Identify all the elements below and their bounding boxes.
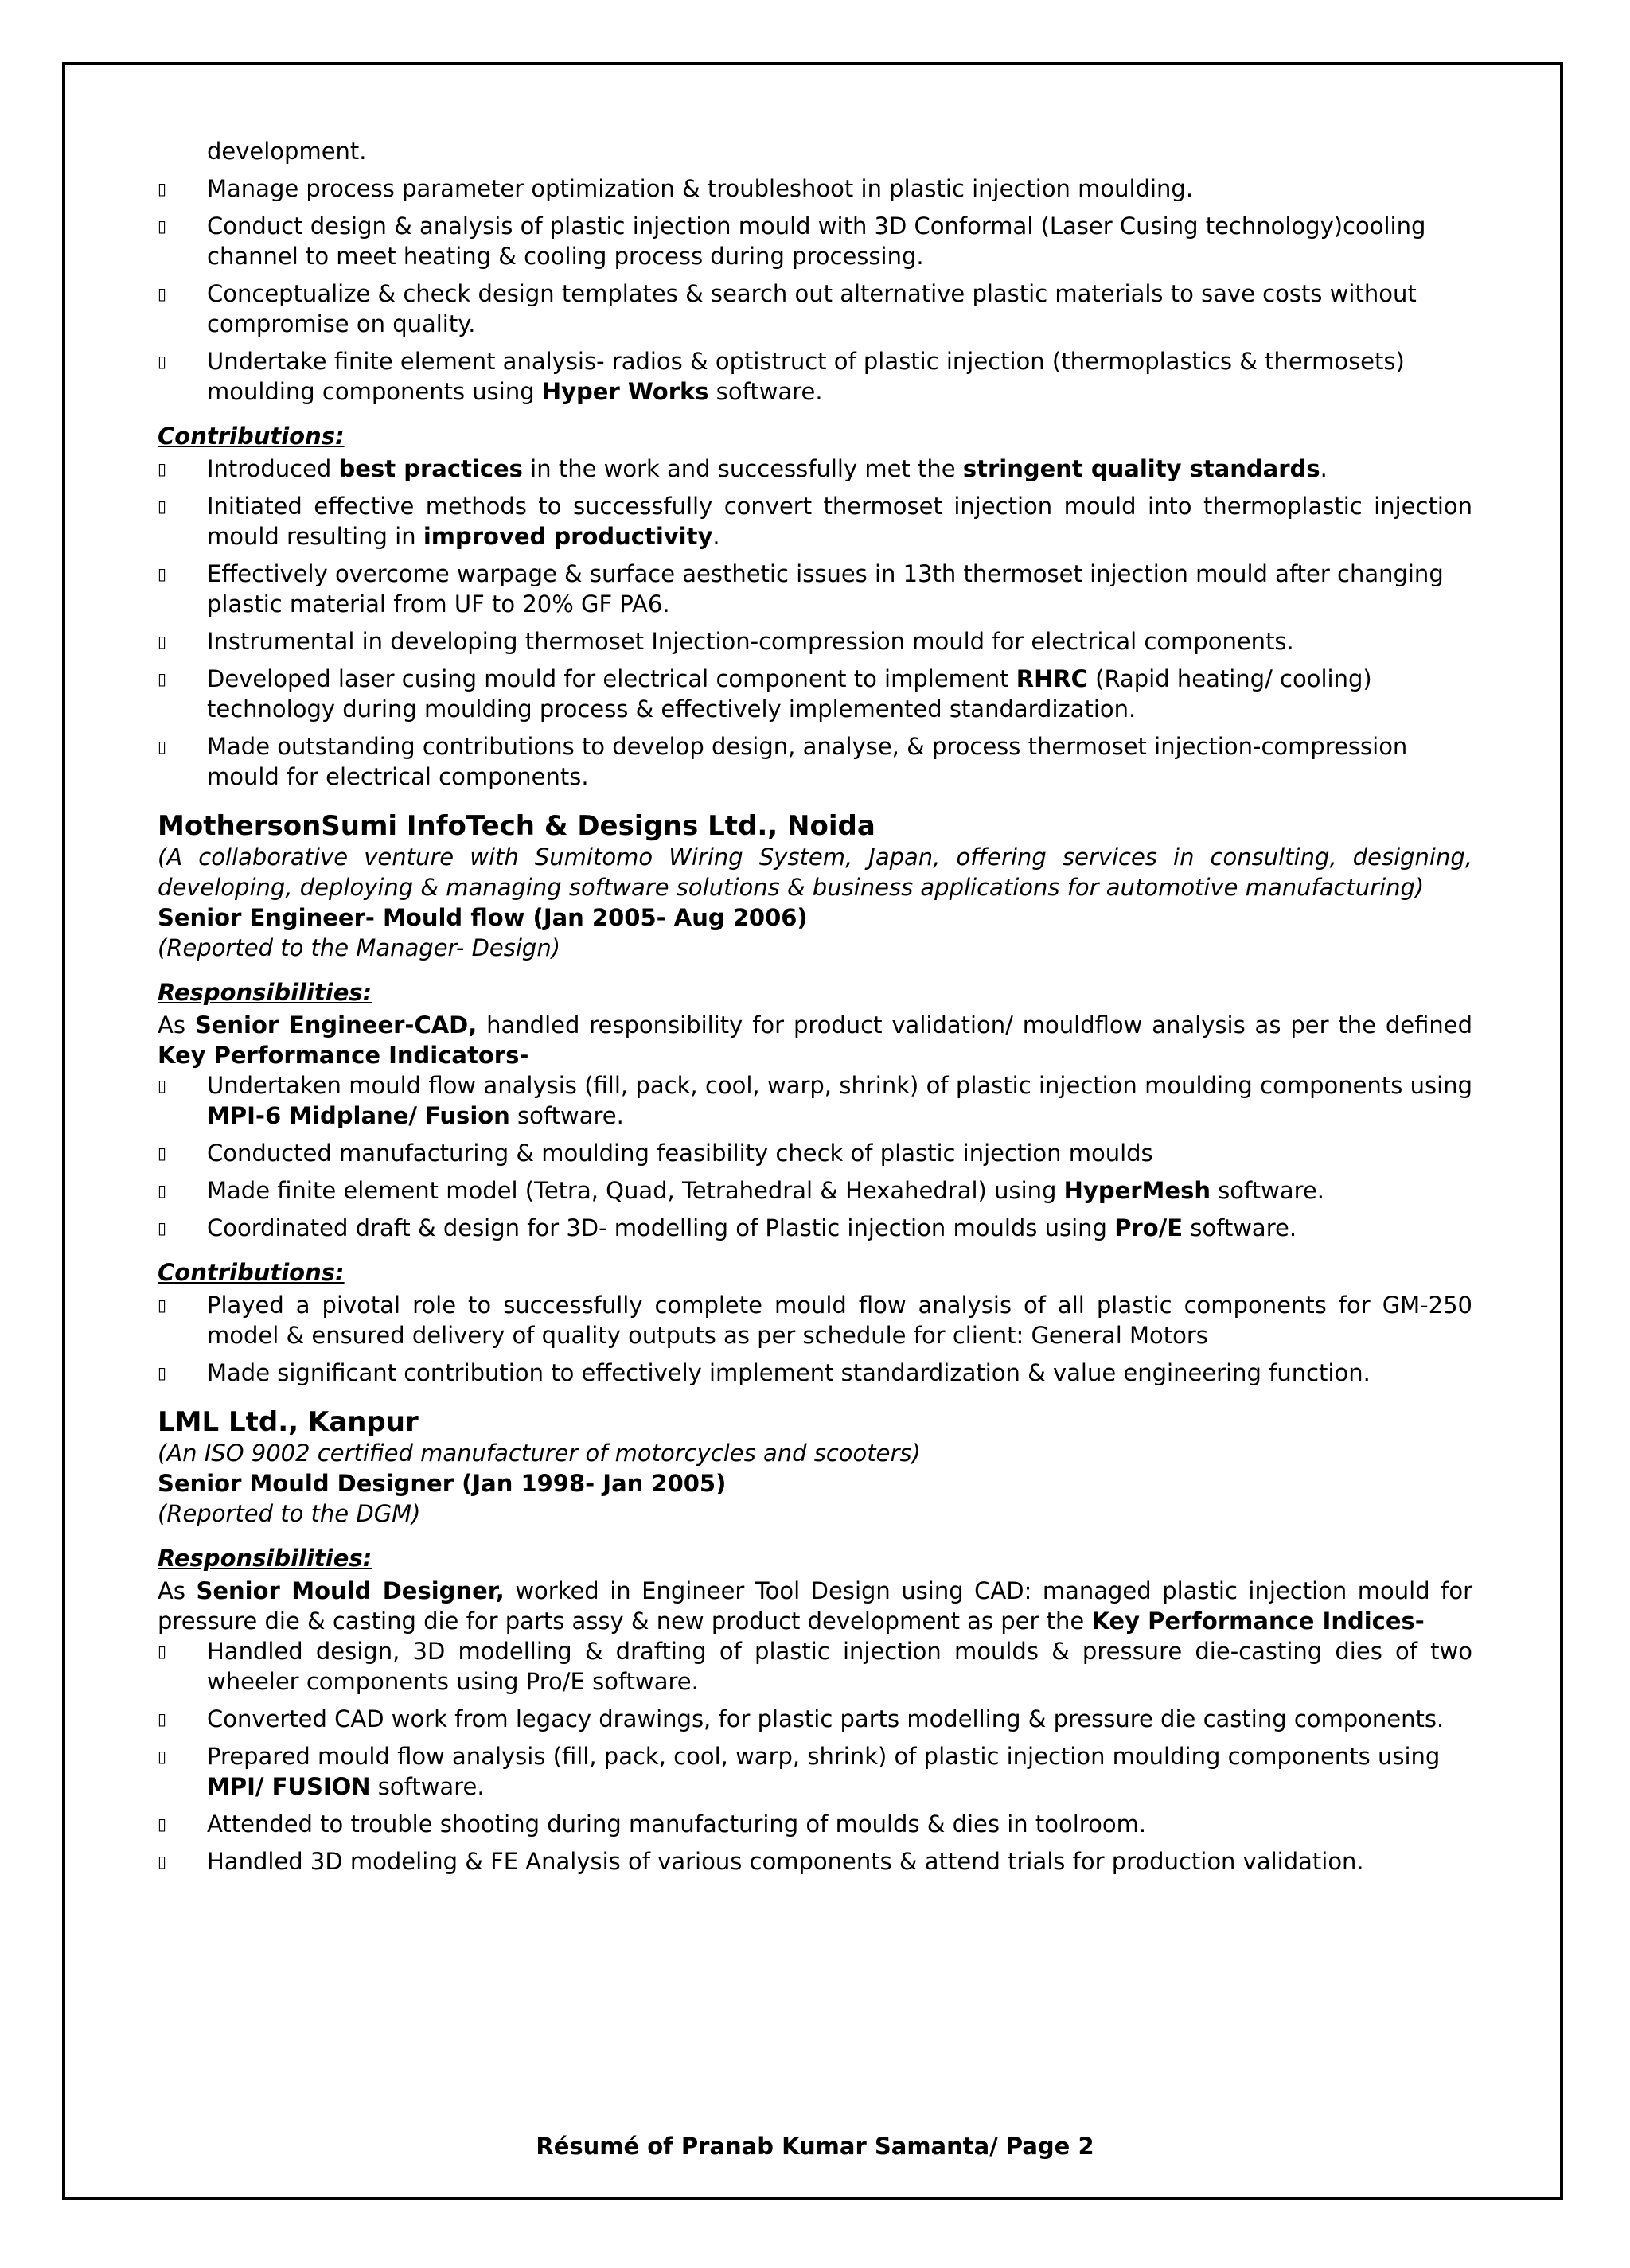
list-item: ▯ Made finite element model (Tetra, Quad, Tetrahedral & Hexahedral) using HyperMesh software. (158, 1175, 1472, 1206)
company-description: (An ISO 9002 certified manufacturer of motorcycles and scooters) (158, 1440, 921, 1467)
list-item: ▯ Introduced best practices in the work and successfully met the stringent quality standards. (158, 454, 1472, 484)
list-item: ▯ Undertake finite element analysis- radios & optistruct of plastic injection (thermoplastics & thermosets) moulding components using Hyper Works software. (158, 346, 1472, 407)
list-item: ▯ Coordinated draft & design for 3D- modelling of Plastic injection moulds using Pro/E software. (158, 1213, 1472, 1243)
list-item: ▯ Made outstanding contributions to develop design, analyse, & process thermoset injection-compression mould for electrical components. (158, 731, 1472, 792)
contributions-list (158, 454, 1472, 792)
list-item: ▯ Undertaken mould flow analysis (fill, pack, cool, warp, shrink) of plastic injection moulding components using MPI-6 Midplane/ Fusion software. (158, 1070, 1472, 1131)
list-item: ▯ Played a pivotal role to successfully complete mould flow analysis of all plastic components for GM-250 model & ensured delivery of quality outputs as per schedule for client: General Motors (158, 1290, 1472, 1350)
list-item: ▯ Conduct design & analysis of plastic injection mould with 3D Conformal (Laser Cusing technology)cooling channel to meet heating & cooling process during processing. (158, 211, 1472, 271)
reporting-line: (Reported to the DGM) (158, 1500, 421, 1527)
list-item: ▯ Developed laser cusing mould for electrical component to implement RHRC (Rapid heating/ cooling) technology during moulding process & effectively implemented standardization. (158, 664, 1472, 724)
list-item: ▯ Manage process parameter optimization & troubleshoot in plastic injection moulding. (158, 173, 1472, 204)
responsibilities-list-continued (158, 136, 1472, 407)
company-name-lml: LML Ltd., Kanpur (158, 1406, 419, 1438)
contributions-heading: Contributions: (158, 423, 345, 450)
list-item: ▯ Attended to trouble shooting during manufacturing of moulds & dies in toolroom. (158, 1809, 1472, 1839)
list-item: ▯ Conducted manufacturing & moulding feasibility check of plastic injection moulds (158, 1138, 1472, 1168)
responsibilities-intro: As Senior Mould Designer, worked in Engineer Tool Design using CAD: managed plastic injection mould for pressure die & casting die for parts assy & new product development as per the Key Performance Indices- (158, 1577, 1472, 1635)
list-item: ▯ Converted CAD work from legacy drawings, for plastic parts modelling & pressure die casting components. (158, 1704, 1472, 1734)
responsibilities-heading: Responsibilities: (158, 1545, 372, 1572)
company-name-mothersonsumi: MothersonSumi InfoTech & Designs Ltd., Noida (158, 810, 875, 842)
list-item: ▯ Conceptualize & check design templates & search out alternative plastic materials to save costs without compromise on quality. (158, 279, 1472, 339)
job-title: Senior Mould Designer (Jan 1998- Jan 2005) (158, 1470, 727, 1497)
company-description: (A collaborative venture with Sumitomo Wiring System, Japan, offering services in consulting, designing, developing, deploying & managing software solutions & business applications for automotive manufacturing) (158, 844, 1472, 901)
contributions-list (158, 1290, 1472, 1388)
list-item: ▯ Handled 3D modeling & FE Analysis of various components & attend trials for production validation. (158, 1846, 1472, 1876)
page-footer: Résumé of Pranab Kumar Samanta/ Page 2 (536, 2133, 1094, 2160)
list-item: ▯ Instrumental in developing thermoset Injection-compression mould for electrical components. (158, 626, 1472, 657)
resume-content (158, 136, 1472, 1884)
list-item: ▯ Initiated effective methods to successfully convert thermoset injection mould into thermoplastic injection mould resulting in improved productivity. (158, 491, 1472, 551)
list-item: ▯ Effectively overcome warpage & surface aesthetic issues in 13th thermoset injection mould after changing plastic material from UF to 20% GF PA6. (158, 559, 1472, 619)
list-item: ▯ Made significant contribution to effectively implement standardization & value engineering function. (158, 1358, 1472, 1388)
responsibilities-heading: Responsibilities: (158, 979, 372, 1006)
list-item: development. (207, 138, 367, 165)
responsibilities-list (158, 1636, 1472, 1876)
job-title: Senior Engineer- Mould flow (Jan 2005- Aug 2006) (158, 904, 808, 931)
responsibilities-list (158, 1070, 1472, 1243)
contributions-heading: Contributions: (158, 1259, 345, 1286)
responsibilities-intro: As Senior Engineer-CAD, handled responsibility for product validation/ mouldflow analysis as per the defined Key Performance Indicators- (158, 1011, 1472, 1069)
reporting-line: (Reported to the Manager- Design) (158, 934, 561, 961)
list-item: ▯ Handled design, 3D modelling & drafting of plastic injection moulds & pressure die-casting dies of two wheeler components using Pro/E software. (158, 1636, 1472, 1697)
list-item: ▯ Prepared mould flow analysis (fill, pack, cool, warp, shrink) of plastic injection moulding components using MPI/ FUSION software. (158, 1741, 1472, 1802)
